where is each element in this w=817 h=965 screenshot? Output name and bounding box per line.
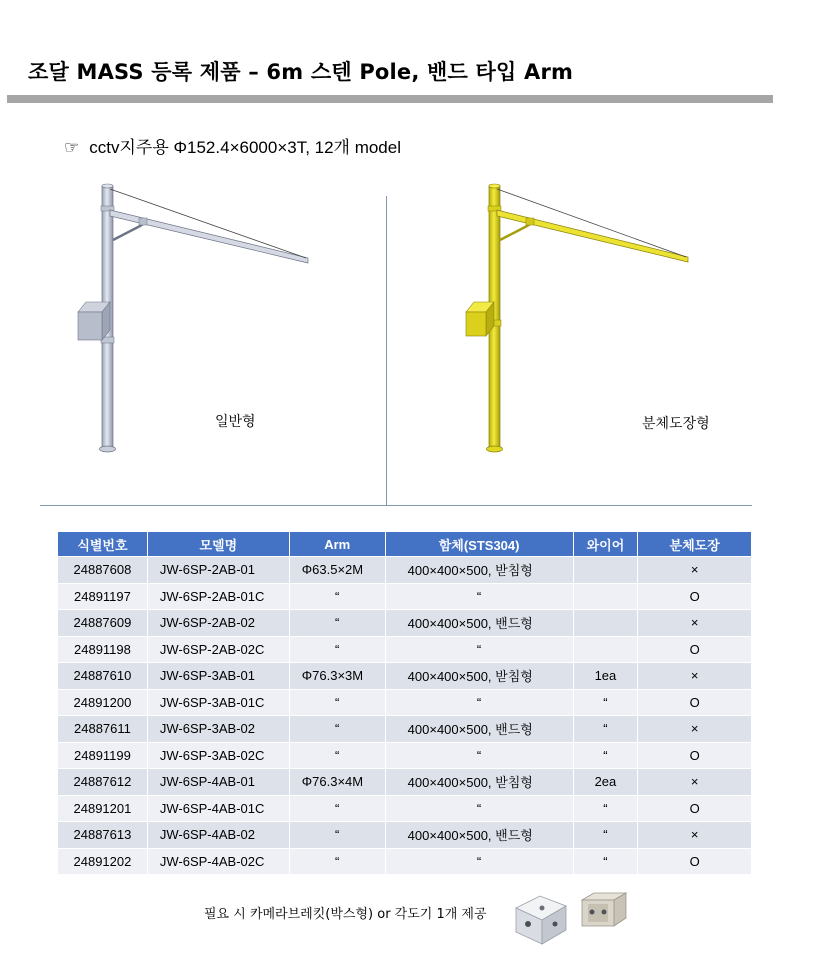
cell-enclosure: 400×400×500, 밴드형 (385, 822, 573, 849)
cell-model: JW-6SP-3AB-01 (147, 663, 289, 690)
cell-wire: “ (573, 742, 638, 769)
table-row (58, 583, 752, 610)
footer-note: 필요 시 카메라브레킷(박스형) or 각도기 1개 제공 (204, 907, 487, 922)
subtitle-text: cctv지주용 Φ152.4×6000×3T, 12개 model (89, 138, 401, 157)
cell-enclosure: “ (385, 795, 573, 822)
cell-model: JW-6SP-2AB-01C (147, 583, 289, 610)
cell-id: 24887612 (58, 769, 148, 796)
cell-id: 24891201 (58, 795, 148, 822)
cell-arm: Φ76.3×4M (289, 769, 385, 796)
page-title: 조달 MASS 등록 제품 – 6m 스텐 Pole, 밴드 타입 Arm (28, 60, 574, 84)
cell-id: 24887613 (58, 822, 148, 849)
model-spec-table (57, 531, 752, 875)
cell-arm: “ (289, 822, 385, 849)
cell-powder-coating: O (638, 583, 752, 610)
cell-powder-coating: O (638, 795, 752, 822)
cell-enclosure: “ (385, 689, 573, 716)
cell-arm: “ (289, 636, 385, 663)
cell-powder-coating: × (638, 663, 752, 690)
cell-model: JW-6SP-4AB-02 (147, 822, 289, 849)
header-model: 모델명 (147, 532, 289, 557)
table-row (58, 557, 752, 584)
cell-id: 24891197 (58, 583, 148, 610)
cell-powder-coating: × (638, 610, 752, 637)
cell-wire: “ (573, 848, 638, 875)
cell-arm: Φ63.5×2M (289, 557, 385, 584)
cell-model: JW-6SP-3AB-02C (147, 742, 289, 769)
cell-enclosure: “ (385, 848, 573, 875)
table-row (58, 716, 752, 743)
cell-model: JW-6SP-3AB-01C (147, 689, 289, 716)
table-row (58, 610, 752, 637)
cell-arm: “ (289, 716, 385, 743)
cell-enclosure: 400×400×500, 밴드형 (385, 610, 573, 637)
painted-pole-figure (466, 184, 688, 452)
cell-wire: “ (573, 716, 638, 743)
header-enclosure: 함체(STS304) (385, 532, 573, 557)
cell-arm: “ (289, 583, 385, 610)
header-powder-coating: 분체도장 (638, 532, 752, 557)
cell-powder-coating: × (638, 557, 752, 584)
cell-wire: “ (573, 822, 638, 849)
cell-enclosure: “ (385, 742, 573, 769)
cell-enclosure: “ (385, 583, 573, 610)
cell-powder-coating: × (638, 822, 752, 849)
cell-id: 24891198 (58, 636, 148, 663)
cell-id: 24891200 (58, 689, 148, 716)
cell-wire: 2ea (573, 769, 638, 796)
cell-arm: “ (289, 610, 385, 637)
pointing-hand-icon: ☞ (64, 138, 80, 157)
cell-wire (573, 610, 638, 637)
cell-id: 24887608 (58, 557, 148, 584)
cell-wire: 1ea (573, 663, 638, 690)
cell-enclosure: 400×400×500, 받침형 (385, 769, 573, 796)
cell-id: 24891202 (58, 848, 148, 875)
camera-bracket-box-image (510, 890, 572, 948)
cell-wire: “ (573, 689, 638, 716)
cell-arm: Φ76.3×3M (289, 663, 385, 690)
cell-wire: “ (573, 795, 638, 822)
cell-powder-coating: O (638, 848, 752, 875)
table-row (58, 795, 752, 822)
table-row (58, 663, 752, 690)
cell-id: 24887610 (58, 663, 148, 690)
cell-model: JW-6SP-2AB-02C (147, 636, 289, 663)
header-id: 식별번호 (58, 532, 148, 557)
cell-arm: “ (289, 742, 385, 769)
cell-wire (573, 583, 638, 610)
cell-model: JW-6SP-2AB-02 (147, 610, 289, 637)
cell-arm: “ (289, 795, 385, 822)
cell-arm: “ (289, 848, 385, 875)
cell-wire (573, 557, 638, 584)
figure-horizontal-divider (40, 505, 752, 506)
header-wire: 와이어 (573, 532, 638, 557)
cell-model: JW-6SP-4AB-02C (147, 848, 289, 875)
cell-id: 24891199 (58, 742, 148, 769)
cell-model: JW-6SP-3AB-02 (147, 716, 289, 743)
cell-model: JW-6SP-4AB-01C (147, 795, 289, 822)
cell-enclosure: 400×400×500, 밴드형 (385, 716, 573, 743)
table-row (58, 689, 752, 716)
cell-model: JW-6SP-2AB-01 (147, 557, 289, 584)
cell-powder-coating: O (638, 689, 752, 716)
cell-wire (573, 636, 638, 663)
angle-bracket-image (578, 890, 630, 930)
cell-model: JW-6SP-4AB-01 (147, 769, 289, 796)
cell-powder-coating: O (638, 636, 752, 663)
table-row (58, 848, 752, 875)
cell-enclosure: “ (385, 636, 573, 663)
header-arm: Arm (289, 532, 385, 557)
normal-pole-figure (78, 184, 308, 452)
cell-enclosure: 400×400×500, 받침형 (385, 557, 573, 584)
table-row (58, 822, 752, 849)
table-row (58, 636, 752, 663)
cell-arm: “ (289, 689, 385, 716)
cell-powder-coating: × (638, 769, 752, 796)
painted-type-label: 분체도장형 (642, 416, 710, 432)
cell-id: 24887611 (58, 716, 148, 743)
normal-type-label: 일반형 (215, 414, 256, 430)
cell-powder-coating: × (638, 716, 752, 743)
table-row (58, 769, 752, 796)
cell-powder-coating: O (638, 742, 752, 769)
table-row (58, 742, 752, 769)
cell-id: 24887609 (58, 610, 148, 637)
table-header-row (58, 532, 752, 557)
cell-enclosure: 400×400×500, 받침형 (385, 663, 573, 690)
figure-vertical-divider (386, 196, 387, 506)
